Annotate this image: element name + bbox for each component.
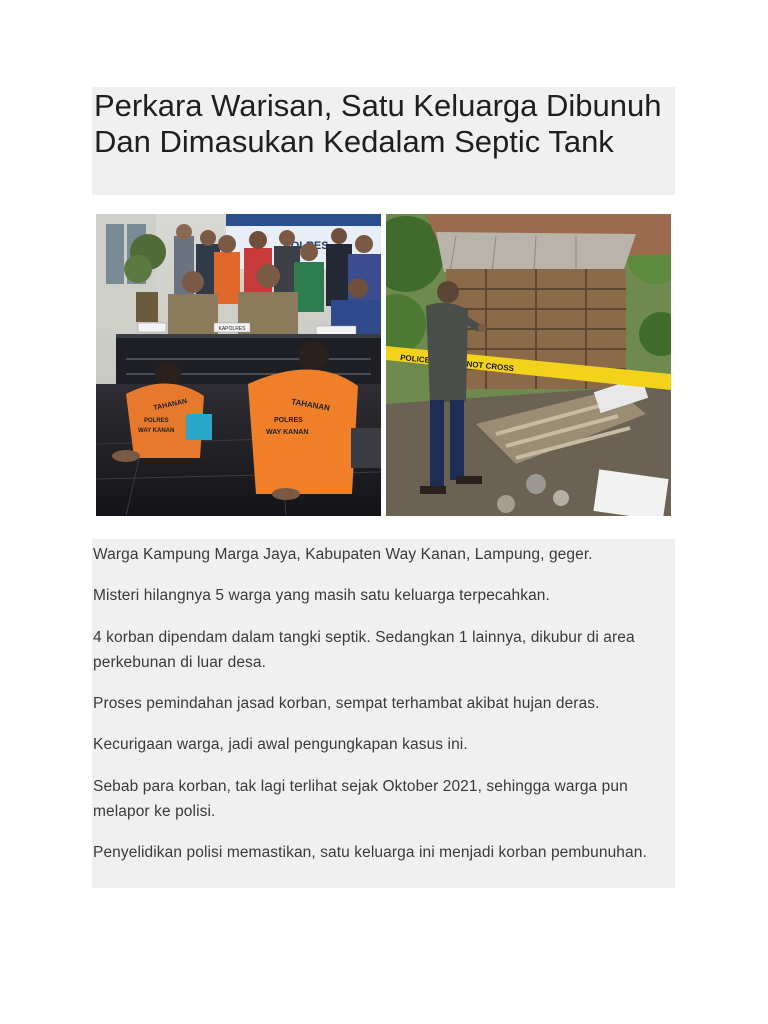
left-shirt-text-2: POLRES bbox=[144, 418, 169, 424]
article-body bbox=[92, 539, 675, 888]
paragraph-2: Misteri hilangnya 5 warga yang masih satu keluarga terpecahkan. bbox=[93, 587, 550, 604]
right-shirt-text-1: TAHANAN bbox=[290, 397, 331, 413]
police-tape-text: POLICE NOT CROSS bbox=[399, 353, 515, 374]
article-title: Perkara Warisan, Satu Keluarga Dibunuh Dan Dimasukan Kedalam Septic Tank bbox=[94, 88, 662, 159]
kapolres-sign-text: KAPOLRES bbox=[218, 326, 246, 332]
paragraph-6: Sebab para korban, tak lagi terlihat sejak Oktober 2021, sehingga warga pun melapor ke polisi. bbox=[93, 778, 628, 820]
article-title-block bbox=[92, 87, 675, 195]
crime-scene-photo bbox=[386, 214, 671, 516]
paragraph-5: Kecurigaan warga, jadi awal pengungkapan kasus ini. bbox=[93, 736, 468, 753]
right-shirt-text-3: WAY KANAN bbox=[266, 429, 309, 436]
paragraph-1: Warga Kampung Marga Jaya, Kabupaten Way Kanan, Lampung, geger. bbox=[93, 546, 593, 563]
left-shirt-text-3: WAY KANAN bbox=[138, 428, 175, 434]
paragraph-4: Proses pemindahan jasad korban, sempat terhambat akibat hujan deras. bbox=[93, 695, 600, 712]
paragraph-7: Penyelidikan polisi memastikan, satu keluarga ini menjadi korban pembunuhan. bbox=[93, 844, 647, 861]
right-shirt-text-2: POLRES bbox=[274, 417, 303, 424]
left-shirt-text-1: TAHANAN bbox=[152, 398, 188, 412]
article-photo-row bbox=[96, 214, 672, 516]
press-conference-photo bbox=[96, 214, 381, 516]
paragraph-3: 4 korban dipendam dalam tangki septik. Sedangkan 1 lainnya, dikubur di area perkebunan di luar desa. bbox=[93, 629, 635, 671]
